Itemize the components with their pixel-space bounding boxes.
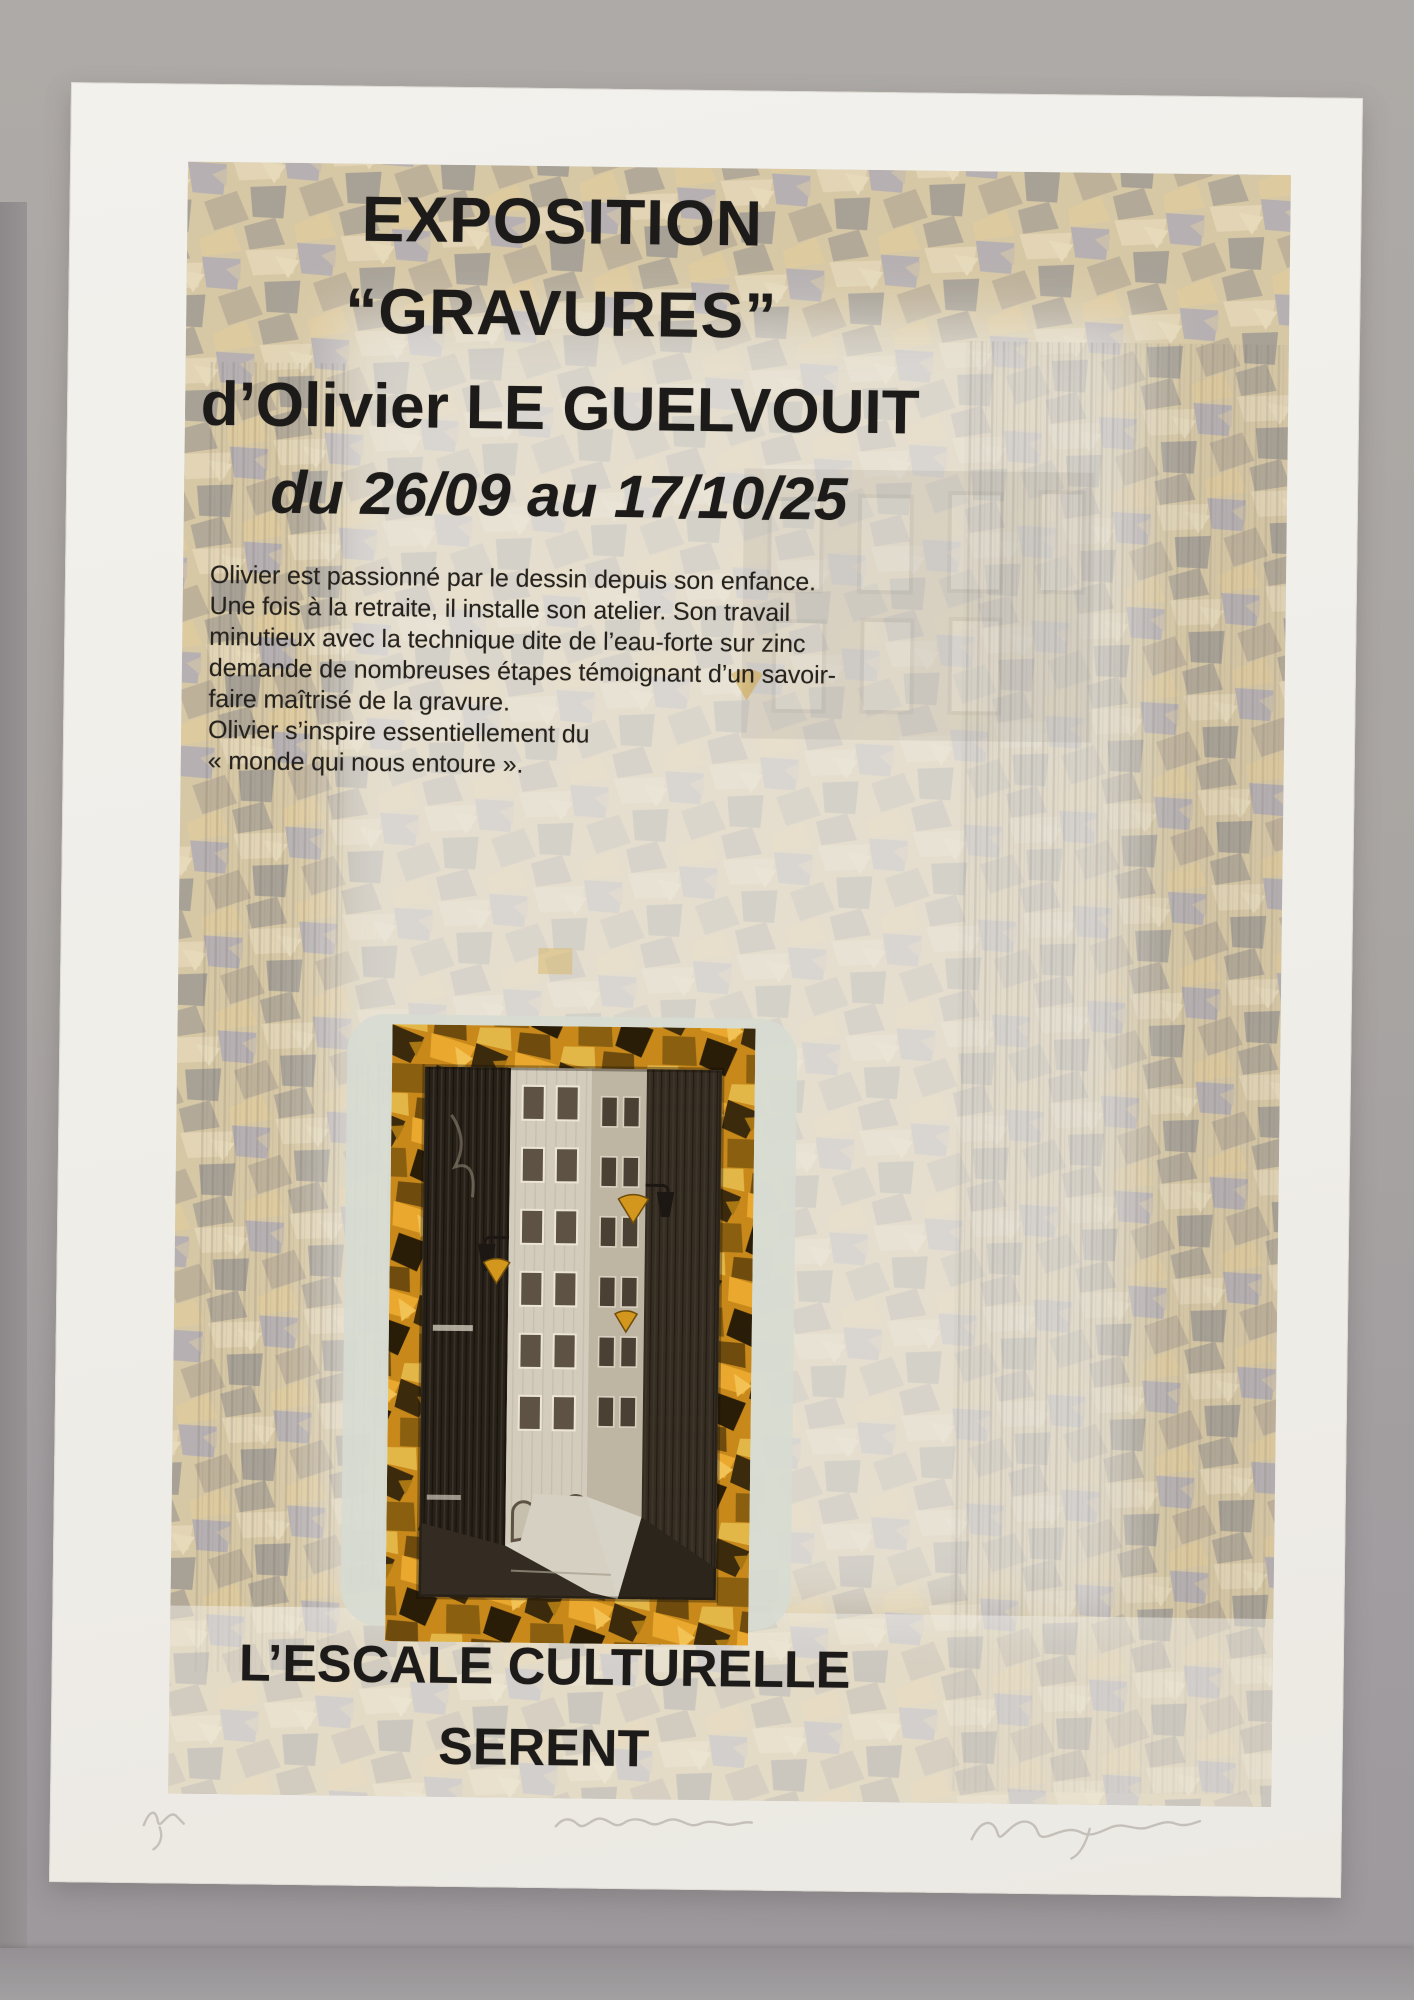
poster-subtitle: “GRAVURES” xyxy=(344,274,778,352)
wall-baseboard xyxy=(0,1948,1414,2000)
pencil-signature xyxy=(971,1818,1199,1860)
poster-description: Olivier est passionné par le dessin depuis son enfance. Une fois à la retraite, il installe son atelier. Son travail minutieux avec la technique dite de l’eau-forte sur zinc demande de nombreuses étapes témoignant d’un savoir- faire maîtrisé de la gravure. Olivier s’inspire essentiellement du « monde qui nous entoure ». xyxy=(207,560,837,779)
gravure-artwork xyxy=(385,1024,756,1645)
poster-title: EXPOSITION xyxy=(361,182,764,260)
poster-dates: du 26/09 au 17/10/25 xyxy=(270,458,848,533)
picture-frame xyxy=(49,82,1363,1898)
pencil-inscriptions xyxy=(49,1794,1342,1920)
pencil-title-inscription xyxy=(556,1818,752,1829)
venue-name: L’ESCALE CULTURELLE xyxy=(238,1634,851,1700)
exhibition-poster xyxy=(168,162,1291,1807)
pencil-edition-number xyxy=(143,1813,183,1850)
venue-city: SERENT xyxy=(437,1717,650,1779)
frame-side-edge xyxy=(0,202,27,1992)
poster-artist: d’Olivier LE GUELVOUIT xyxy=(200,369,920,448)
